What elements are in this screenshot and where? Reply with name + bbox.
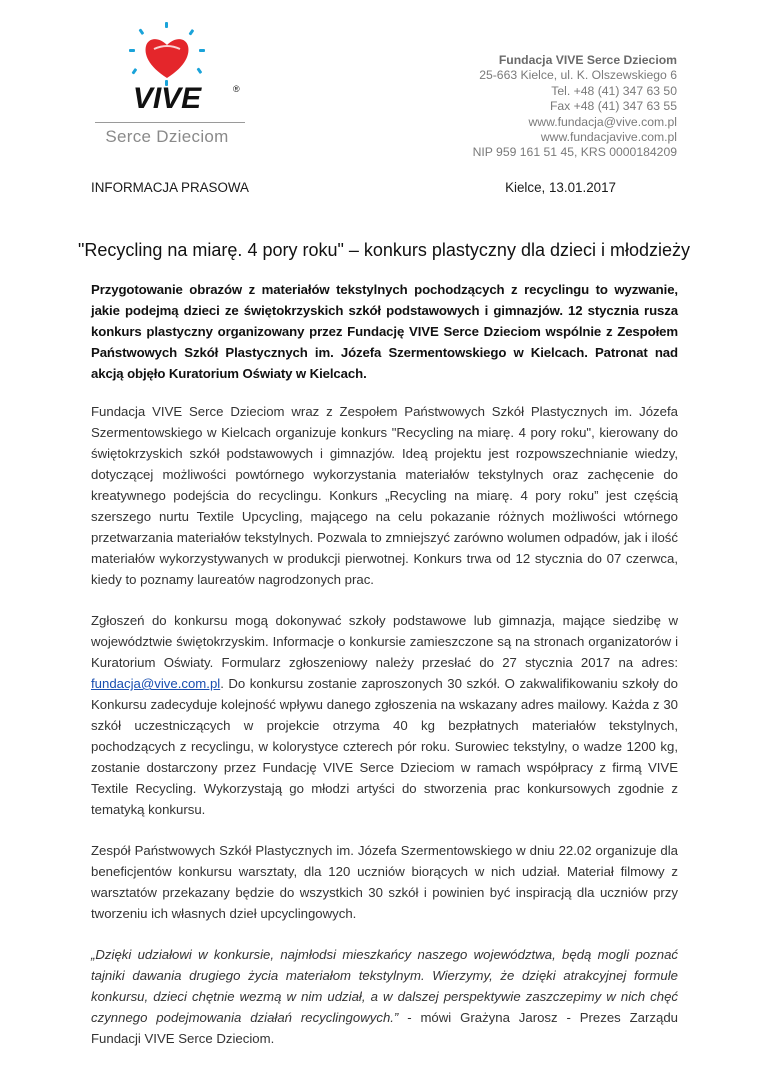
contact-address: 25-663 Kielce, ul. K. Olszewskiego 6 — [479, 68, 677, 83]
email-link[interactable]: fundacja@vive.com.pl — [91, 676, 221, 691]
contact-fax: Fax +48 (41) 347 63 55 — [549, 99, 677, 114]
quote-attribution: - mówi Grażyna Jarosz - Prezes Zarządu Fundacji VIVE Serce Dzieciom. — [91, 1010, 679, 1046]
page-title: "Recycling na miarę. 4 pory roku" – konkurs plastyczny dla dzieci i młodzieży — [77, 240, 691, 260]
article-body — [91, 279, 678, 1069]
logo-subtitle: Serce Dzieciom — [105, 127, 229, 146]
logo-divider — [95, 122, 245, 123]
contact-org: Fundacja VIVE Serce Dzieciom — [498, 53, 677, 67]
place-date: Kielce, 13.01.2017 — [505, 180, 616, 195]
heart-icon — [146, 39, 189, 78]
quote-text: „Dzięki udziałowi w konkursie, najmłodsi mieszkańcy naszego województwa, będą mogli poznać tajniki dawania drugiego życia materiałom tekstylnym. Wierzymy, że dzięki atrakcyjnej formule konkursu, dzieci chętnie wezmą w nim udział, a w dalszej perspektywie zaszczepimy w nich chęć czynnego podejmowania działań recyclingowych.” — [91, 947, 678, 1025]
paragraph-2 — [91, 610, 678, 820]
contact-ids: NIP 959 161 51 45, KRS 0000184209 — [472, 145, 677, 160]
contact-web[interactable]: www.fundacjavive.com.pl — [540, 130, 677, 145]
quote-paragraph — [91, 944, 678, 1049]
paragraph-3: Zespół Państwowych Szkół Plastycznych im. Józefa Szermentowskiego w dniu 22.02 organizuje dla beneficjentów konkursu warsztaty, dla 120 uczniów biorących w nich udział. Materiał filmowy z warsztatów przekazany będzie do wszystkich 30 szkół i powinien być inspiracją dla uczniów przy tworzeniu ich własnych dzieł upcyclingowych. — [91, 843, 678, 921]
contact-block — [473, 53, 677, 161]
brand-wordmark: VIVE — [132, 82, 202, 115]
registered-mark: ® — [233, 84, 240, 94]
paragraph-2-text-a: Zgłoszeń do konkursu mogą dokonywać szkoły podstawowe lub gimnazja, mające siedzibę w województwie świętokrzyskim. Informacje o konkursie zamieszczone są na stronach organizatorów i Kuratorium Oświaty. Formularz zgłoszeniowy należy przesłać do 27 stycznia 2017 na adres: — [91, 613, 678, 670]
paragraph-1: Fundacja VIVE Serce Dzieciom wraz z Zespołem Państwowych Szkół Plastycznych im. Józefa Szermentowskiego w Kielcach organizuje konkurs "Recycling na miarę. 4 pory roku", kierowany do świętokrzyskich szkół podstawowych i gimnazjów. Ideą projektu jest rozpowszechnianie wiedzy, dotyczącej możliwości powtórnego wykorzystania materiałów tekstylnych oraz zachęcenie do kreatywnego podejścia do recyclingu. Konkurs „Recycling na miarę. 4 pory roku” jest częścią szerszego nurtu Textile Upcycling, mającego na celu pokazanie różnych możliwości wtórnego przetwarzania materiałów tekstylnych. Pozwala to zmniejszyć zarówno wolumen odpadów, jak i ilość materiałów wykorzystywanych w produkcji pierwotnej. Konkurs trwa od 12 stycznia do 07 czerwca, kiedy to poznamy laureatów nagrodzonych prac. — [91, 404, 678, 587]
contact-email[interactable]: www.fundacja@vive.com.pl — [528, 114, 677, 129]
contact-tel: Tel. +48 (41) 347 63 50 — [551, 83, 677, 98]
lead-paragraph: Przygotowanie obrazów z materiałów tekstylnych pochodzących z recyclingu to wyzwanie, jakie podejmą dzieci ze świętokrzyskich szkół podstawowych i gimnazjów. 12 stycznia rusza konkurs plastyczny organizowany przez Fundację VIVE Serce Dzieciom wspólnie z Zespołem Państwowych Szkół Plastycznych im. Józefa Szermentowskiego w Kielcach. Patronat nad akcją objęło Kuratorium Oświaty w Kielcach. — [91, 282, 678, 381]
press-release-label: INFORMACJA PRASOWA — [91, 180, 249, 195]
paragraph-2-text-b: . Do konkursu zostanie zaproszonych 30 szkół. O zakwalifikowaniu szkoły do Konkursu zadecyduje kolejność wpływu danego zgłoszenia na wskazany adres mailowy. Każda z 30 szkół uczestniczących w projekcie otrzyma 40 kg bezpłatnych materiałów tekstylnych, pochodzących z recyclingu, w kolorystyce czterech pór roku. Surowiec tekstylny, o wadze 1200 kg, zostanie dostarczony przez Fundację VIVE Serce Dzieciom w ramach współpracy z firmą VIVE Textile Recycling. Wykorzystają go młodzi artyści do stworzenia prac konkursowych zgodnie z tematyką konkursu. — [91, 676, 678, 817]
